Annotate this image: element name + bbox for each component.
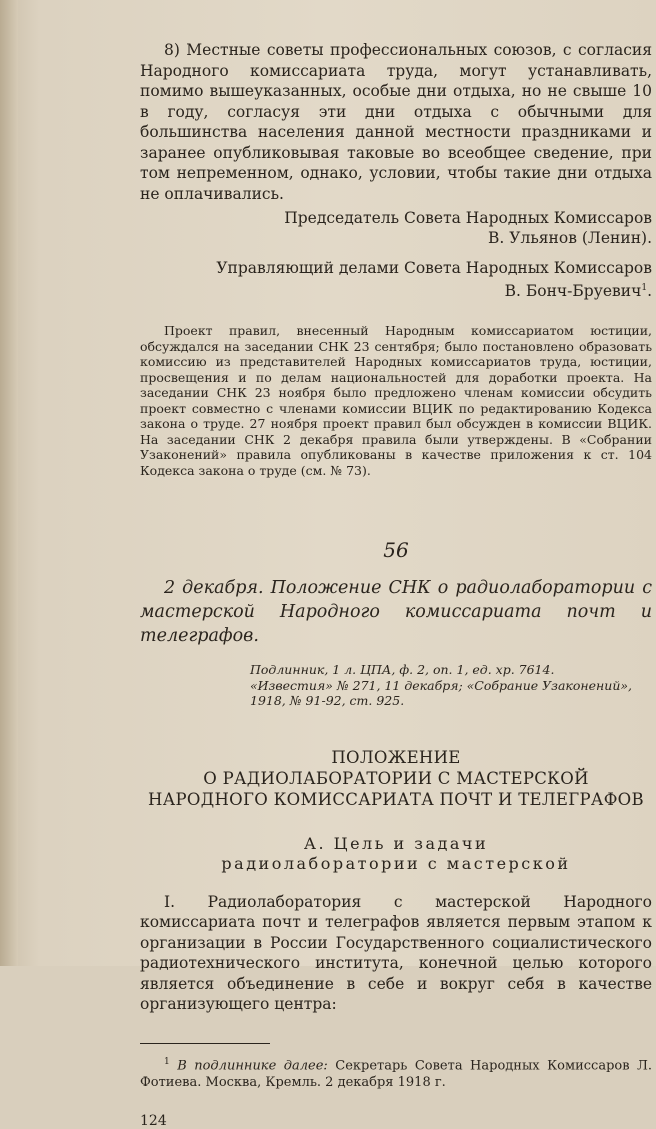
chair-signature-block: [140, 208, 652, 248]
manager-period: .: [647, 282, 652, 301]
section-a-line-1: А. Цель и задачи: [303, 833, 489, 853]
clause-1: I. Радиолаборатория с мастерской Народного комиссариата почт и телеграфов является первым этапом к организации в России Государственного социалистического радиотехнического института, конечной целью которого является объединение в себе и вокруг себя в качестве организующего центра:: [140, 892, 652, 1014]
manager-title: Управляющий делами Совета Народных Комиссаров: [216, 259, 652, 277]
footnote-ref: 1: [641, 283, 648, 293]
title-line-3: НАРОДНОГО КОМИССАРИАТА ПОЧТ И ТЕЛЕГРАФОВ: [148, 789, 644, 809]
document-number: 56: [383, 538, 409, 563]
paragraph-8: 8) Местные советы профессиональных союзов, с согласия Народного комиссариата труда, могут устанавливать, помимо вышеуказанных, особые дни отдыха, но не свыше 10 в году, согласуя эти дни отдыха с обычными для большинства населения данной местности праздниками и заранее опубликовывая таковые во всеобщее сведение, при том непременном, однако, условии, чтобы такие дни отдыха не оплачивались.: [140, 41, 652, 203]
footnote-mark: 1: [164, 1056, 170, 1067]
footnote-divider: [140, 1043, 270, 1044]
chair-name: В. Ульянов (Ленин).: [488, 229, 652, 247]
page-number: 124: [140, 1112, 167, 1129]
manager-name-line: [140, 278, 652, 301]
footnote: [140, 1054, 652, 1091]
title-line-2: О РАДИОЛАБОРАТОРИИ С МАСТЕРСКОЙ: [203, 768, 589, 788]
page-gutter-shadow: [0, 0, 18, 966]
chair-title: Председатель Совета Народных Комиссаров: [284, 209, 652, 227]
manager-signature-block: [140, 258, 652, 301]
section-a-line-2: радиолаборатории с мастерской: [221, 853, 571, 873]
editorial-note: Проект правил, внесенный Народным комиссариатом юстиции, обсуждался на заседании СНК 23 сентября; было постановлено образовать комиссию из представителей Народных комиссариатов труда, юстиции, просвещения и по делам национальностей для доработки проекта. На заседании СНК 23 ноября было предложено членам комиссии обсудить проект совместно с членами комиссии ВЦИК по редактированию Кодекса закона о труде. 27 ноября проект правил был обсужден в комиссии ВЦИК. На заседании СНК 2 декабря правила были утверждены. В «Собрании Узаконений» правила опубликованы в качестве приложения к ст. 104 Кодекса закона о труде (см. № 73).: [140, 323, 652, 478]
footnote-italic-lead: В подлиннике далее:: [177, 1057, 328, 1073]
source-line-2: «Известия» № 271, 11 декабря; «Собрание Узаконений», 1918, № 91-92, ст. 925.: [250, 677, 633, 709]
manager-name: В. Бонч-Бруевич: [504, 282, 642, 301]
source-reference: [140, 662, 652, 709]
footnote-text: Секретарь Совета Народных Комиссаров Л. Фотиева. Москва, Кремль. 2 декабря 1918 г.: [140, 1057, 652, 1090]
source-line-1: Подлинник, 1 л. ЦПА, ф. 2, оп. 1, ед. хр. 7614.: [250, 662, 555, 678]
document-heading: 2 декабря. Положение СНК о радиолаборатории с мастерской Народного комиссариата почт и телеграфов.: [140, 578, 652, 647]
title-line-1: ПОЛОЖЕНИЕ: [331, 747, 461, 767]
section-a-heading: [140, 834, 652, 874]
document-title: [140, 747, 652, 810]
